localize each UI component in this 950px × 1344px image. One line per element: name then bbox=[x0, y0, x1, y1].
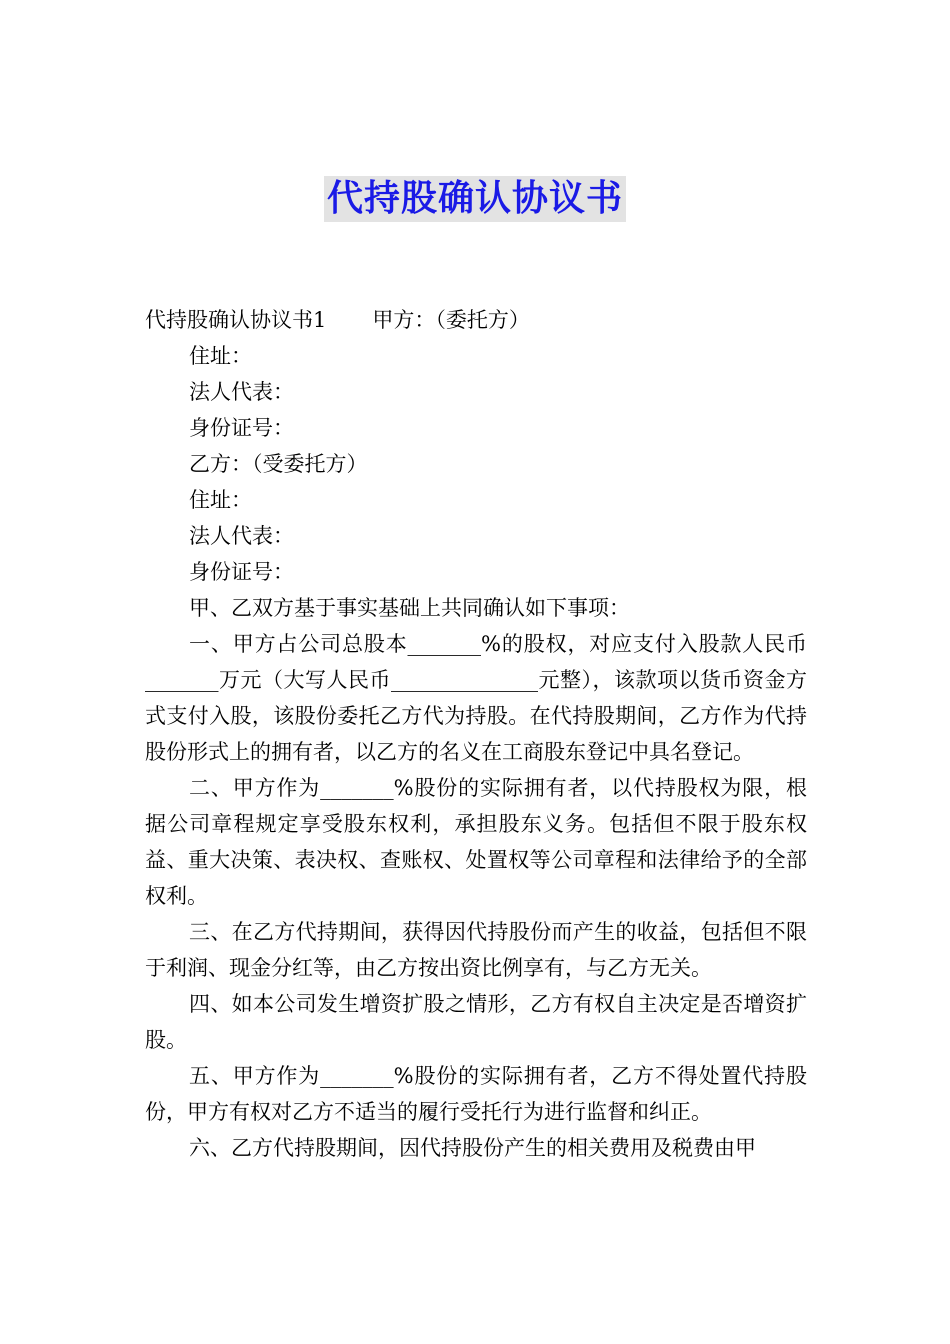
field-party-b-address: 住址： bbox=[189, 488, 252, 512]
field-party-b-legal-rep: 法人代表： bbox=[189, 524, 294, 548]
paragraph-clause-2: 二、甲方作为_______%股份的实际拥有者，以代持股权为限，根据公司章程规定享受股东权利，承担股东义务。包括但不限于股东权益、重大决策、表决权、查账权、处置权等公司章程和法律给予的全部权利。 bbox=[145, 776, 807, 908]
party-b-label: 乙方：（受委托方） bbox=[189, 452, 368, 476]
first-line bbox=[145, 302, 807, 338]
field-party-a-id: 身份证号： bbox=[189, 416, 294, 440]
agreement-heading: 代持股确认协议书1 bbox=[145, 308, 327, 332]
party-a-label: 甲方：（委托方） bbox=[372, 308, 530, 332]
paragraph-clause-3: 三、在乙方代持期间，获得因代持股份而产生的收益，包括但不限于利润、现金分红等，由乙方按出资比例享有，与乙方无关。 bbox=[145, 920, 807, 980]
document-title: 代持股确认协议书 bbox=[324, 176, 626, 222]
paragraph-clause-1: 一、甲方占公司总股本_______%的股权，对应支付入股款人民币_______万元（大写人民币______________元整），该款项以货币资金方式支付入股，该股份委托乙方代为持股。在代持股期间，乙方作为代持股份形式上的拥有者，以乙方的名义在工商股东登记中具名登记。 bbox=[145, 632, 807, 764]
paragraph-clause-6: 六、乙方代持股期间，因代持股份产生的相关费用及税费由甲 bbox=[189, 1136, 756, 1160]
document-body bbox=[145, 302, 807, 1166]
field-party-a-legal-rep: 法人代表： bbox=[189, 380, 294, 404]
title-area bbox=[0, 176, 950, 222]
paragraph-clause-5: 五、甲方作为_______%股份的实际拥有者，乙方不得处置代持股份，甲方有权对乙方不适当的履行受托行为进行监督和纠正。 bbox=[145, 1064, 807, 1124]
paragraph-intro: 甲、乙双方基于事实基础上共同确认如下事项： bbox=[189, 596, 630, 620]
paragraph-clause-4: 四、如本公司发生增资扩股之情形，乙方有权自主决定是否增资扩股。 bbox=[145, 992, 807, 1052]
field-party-a-address: 住址： bbox=[189, 344, 252, 368]
field-party-b-id: 身份证号： bbox=[189, 560, 294, 584]
